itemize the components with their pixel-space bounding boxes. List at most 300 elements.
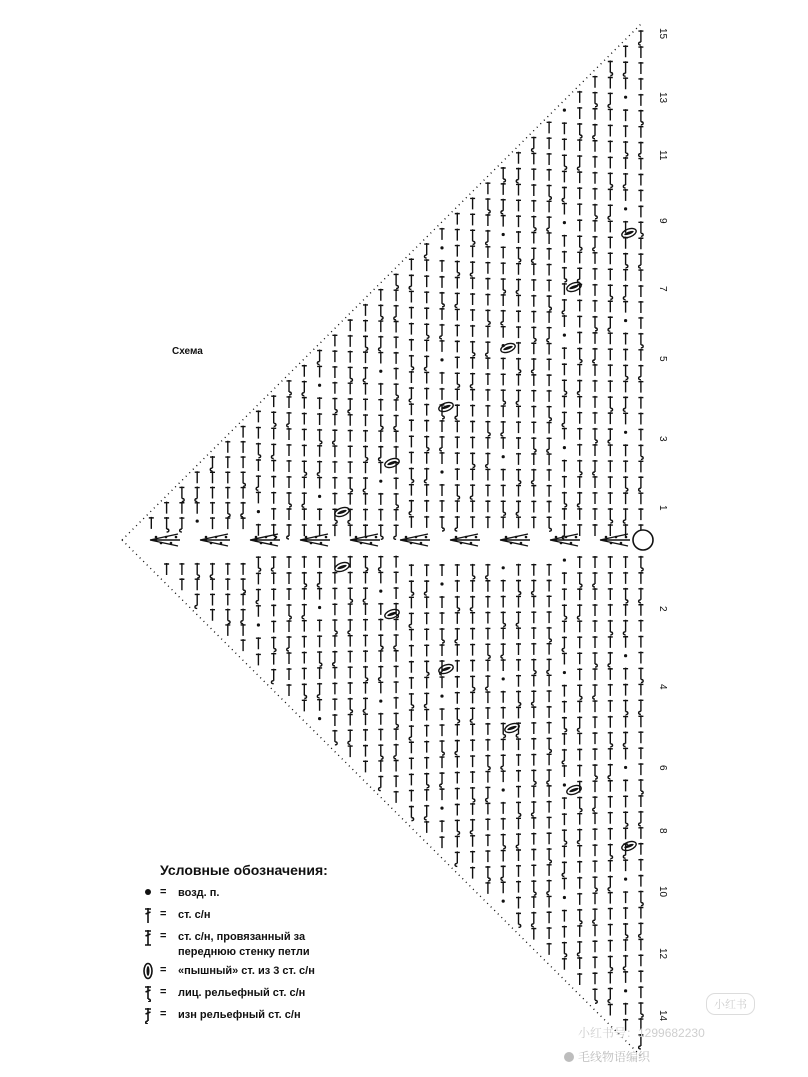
stitch-symbol	[562, 861, 567, 876]
stitch-symbol	[271, 620, 276, 632]
stitch-symbol	[378, 461, 383, 473]
stitch-symbol	[562, 203, 567, 215]
stitch-symbol	[179, 486, 184, 501]
stitch-symbol	[577, 973, 582, 985]
stitch-symbol	[608, 428, 613, 443]
stitch-symbol	[179, 578, 184, 590]
stitch-symbol	[332, 587, 337, 599]
stitch-symbol	[455, 404, 460, 419]
stitch-symbol	[638, 381, 643, 393]
stitch-symbol	[470, 213, 475, 225]
stitch-symbol	[531, 137, 536, 152]
stitch-symbol	[440, 596, 445, 608]
stitch-symbol	[623, 285, 628, 300]
stitch-symbol	[378, 681, 383, 693]
stitch-symbol	[317, 429, 322, 444]
stitch-symbol	[577, 139, 582, 151]
stitch-symbol	[287, 652, 292, 664]
stitch-symbol	[348, 698, 353, 713]
stitch-symbol	[455, 388, 460, 400]
stitch-symbol	[608, 844, 613, 859]
stitch-symbol	[363, 335, 368, 350]
stitch-symbol	[195, 593, 200, 608]
stitch-symbol	[440, 452, 445, 464]
stitch-symbol	[256, 459, 261, 471]
stitch-symbol	[378, 304, 383, 319]
stitch-symbol	[348, 635, 353, 647]
stitch-symbol	[455, 484, 460, 499]
puff-stitch-icon	[438, 401, 455, 414]
stitch-symbol	[225, 578, 230, 590]
stitch-symbol	[623, 668, 628, 680]
stitch-symbol	[608, 780, 613, 792]
stitch-symbol	[501, 516, 506, 528]
stitch-symbol	[547, 880, 552, 895]
stitch-symbol	[470, 723, 475, 735]
stitch-symbol	[409, 258, 414, 270]
stitch-symbol	[470, 468, 475, 480]
stitch-symbol	[394, 352, 399, 364]
stitch-symbol	[516, 183, 521, 195]
stitch-symbol	[623, 747, 628, 759]
stitch-symbol	[608, 92, 613, 107]
stitch-symbol	[593, 380, 598, 392]
stitch-symbol	[378, 383, 383, 395]
stitch-symbol	[623, 859, 628, 871]
stitch-symbol	[485, 294, 490, 306]
stitch-symbol	[470, 420, 475, 432]
stitch-symbol	[593, 700, 598, 712]
stitch-symbol	[317, 683, 322, 698]
stitch-symbol	[623, 907, 628, 919]
stitch-symbol	[638, 46, 643, 58]
stitch-symbol	[455, 819, 460, 834]
stitch-symbol	[317, 461, 322, 476]
stitch-symbol	[593, 572, 598, 587]
stitch-symbol	[287, 604, 292, 619]
stitch-symbol	[348, 382, 353, 394]
stitch-symbol	[501, 294, 506, 306]
stitch-symbol	[624, 766, 627, 769]
stitch-symbol	[638, 699, 643, 714]
stitch-symbol	[531, 184, 536, 196]
chat-bubble-icon	[564, 1052, 574, 1062]
stitch-symbol	[608, 556, 613, 568]
stitch-symbol	[363, 760, 368, 772]
stitch-symbol	[562, 813, 567, 825]
stitch-symbol	[577, 203, 582, 215]
stitch-symbol	[608, 348, 613, 360]
stitch-symbol	[424, 773, 429, 788]
stitch-symbol	[485, 850, 490, 862]
puff-stitch-icon	[438, 663, 455, 676]
stitch-symbol	[623, 77, 628, 89]
stitch-symbol	[593, 220, 598, 232]
stitch-symbol	[577, 620, 582, 632]
stitch-symbol	[531, 326, 536, 341]
stitch-symbol	[256, 572, 261, 584]
stitch-symbol	[485, 516, 490, 528]
stitch-symbol	[516, 691, 521, 706]
stitch-symbol	[501, 770, 506, 782]
stitch-symbol	[485, 612, 490, 624]
stitch-symbol	[638, 970, 643, 982]
stitch-symbol	[348, 445, 353, 457]
stitch-symbol	[593, 236, 598, 251]
stitch-symbol	[531, 358, 536, 373]
stitch-symbol	[424, 339, 429, 351]
stitch-symbol	[378, 556, 383, 571]
stitch-symbol	[424, 709, 429, 721]
stitch-symbol	[608, 588, 613, 600]
stitch-symbol	[287, 380, 292, 395]
stitch-symbol	[409, 435, 414, 447]
stitch-symbol	[363, 729, 368, 741]
stitch-symbol	[516, 580, 521, 595]
stitch-symbol	[409, 564, 414, 576]
stitch-symbol	[302, 397, 307, 409]
stitch-symbol	[562, 476, 567, 488]
stitch-symbol	[470, 309, 475, 321]
stitch-symbol	[577, 332, 582, 344]
chain-fan	[450, 534, 480, 546]
stitch-symbol	[577, 716, 582, 731]
stitch-symbol	[470, 325, 475, 337]
stitch-symbol	[470, 564, 475, 579]
row-number: 5	[657, 356, 668, 362]
stitch-symbol	[577, 765, 582, 777]
stitch-symbol	[577, 492, 582, 507]
stitch-symbol	[424, 725, 429, 737]
stitch-symbol	[470, 660, 475, 672]
stitch-symbol	[241, 593, 246, 605]
stitch-symbol	[225, 593, 230, 605]
stitch-symbol	[210, 609, 215, 621]
stitch-symbol	[562, 267, 567, 282]
stitch-symbol	[638, 62, 643, 74]
stitch-symbol	[302, 381, 307, 396]
stitch-symbol	[394, 759, 399, 771]
stitch-symbol	[608, 460, 613, 472]
stitch-symbol	[317, 445, 322, 457]
stitch-symbol	[593, 396, 598, 408]
stitch-symbol	[547, 279, 552, 291]
stitch-symbol	[363, 320, 368, 332]
stitch-symbol	[470, 612, 475, 624]
stitch-symbol	[470, 373, 475, 388]
stitch-symbol	[516, 485, 521, 497]
stitch-symbol	[638, 795, 643, 807]
stitch-symbol	[455, 644, 460, 656]
stitch-symbol	[317, 350, 322, 365]
stitch-symbol	[562, 620, 567, 632]
stitch-symbol	[455, 580, 460, 592]
stitch-symbol	[455, 468, 460, 480]
stitch-symbol	[562, 588, 567, 600]
stitch-symbol	[394, 289, 399, 301]
stitch-symbol	[317, 588, 322, 600]
stitch-symbol	[577, 652, 582, 664]
stitch-symbol	[470, 835, 475, 847]
stitch-symbol	[547, 848, 552, 863]
stitch-symbol	[608, 764, 613, 779]
stitch-symbol	[577, 267, 582, 282]
stitch-symbol	[623, 237, 628, 249]
stitch-symbol	[638, 875, 643, 887]
stitch-symbol	[409, 307, 414, 319]
stitch-symbol	[531, 738, 536, 750]
stitch-symbol	[179, 517, 184, 532]
stitch-symbol	[593, 204, 598, 219]
chain-fan	[150, 534, 180, 546]
stitch-symbol	[577, 700, 582, 712]
stitch-symbol	[409, 709, 414, 721]
stitch-symbol	[210, 578, 215, 590]
stitch-symbol	[562, 347, 567, 359]
stitch-symbol	[531, 469, 536, 484]
stitch-symbol	[624, 96, 627, 99]
stitch-symbol	[470, 197, 475, 209]
stitch-symbol	[470, 644, 475, 656]
stitch-symbol	[638, 747, 643, 759]
stitch-symbol	[378, 320, 383, 332]
stitch-symbol	[317, 651, 322, 666]
stitch-symbol	[608, 668, 613, 680]
stitch-symbol	[577, 476, 582, 488]
stitch-symbol	[563, 896, 566, 899]
stitch-symbol	[302, 508, 307, 520]
stitch-symbol	[577, 508, 582, 520]
stitch-symbol	[593, 636, 598, 648]
stitch-symbol	[271, 443, 276, 458]
stitch-symbol	[241, 456, 246, 468]
stitch-symbol	[516, 168, 521, 183]
stitch-symbol	[624, 431, 627, 434]
stitch-symbol	[531, 912, 536, 927]
stitch-symbol	[547, 216, 552, 231]
stitch-symbol	[317, 667, 322, 679]
stitch-symbol	[608, 108, 613, 120]
stitch-symbol	[485, 278, 490, 290]
stitch-symbol	[470, 867, 475, 879]
stitch-symbol	[608, 188, 613, 200]
front-post-dc-icon	[142, 984, 154, 1002]
stitch-symbol	[608, 684, 613, 696]
stitch-symbol	[485, 786, 490, 801]
stitch-symbol	[516, 215, 521, 227]
stitch-symbol	[257, 510, 260, 513]
row-number: 10	[657, 886, 668, 898]
stitch-symbol	[623, 923, 628, 938]
stitch-symbol	[210, 563, 215, 578]
stitch-symbol	[363, 682, 368, 694]
stitch-symbol	[501, 469, 506, 481]
stitch-symbol	[440, 228, 445, 240]
stitch-symbol	[593, 284, 598, 296]
stitch-symbol	[501, 421, 506, 436]
stitch-symbol	[501, 278, 506, 293]
stitch-symbol	[424, 805, 429, 820]
stitch-symbol	[547, 485, 552, 497]
puff-stitch-icon	[334, 561, 351, 574]
stitch-symbol	[485, 643, 490, 658]
stitch-symbol	[378, 446, 383, 461]
legend-item-front-post	[142, 984, 402, 1006]
stitch-symbol	[547, 832, 552, 844]
stitch-symbol	[424, 259, 429, 271]
stitch-symbol	[562, 251, 567, 263]
stitch-symbol	[363, 713, 368, 725]
stitch-symbol	[485, 500, 490, 512]
stitch-symbol	[440, 324, 445, 339]
stitch-symbol	[348, 587, 353, 602]
stitch-symbol	[225, 624, 230, 636]
stitch-symbol	[593, 108, 598, 120]
legend	[142, 862, 402, 1028]
stitch-symbol	[547, 422, 552, 434]
stitch-symbol	[608, 76, 613, 88]
stitch-symbol	[287, 572, 292, 584]
stitch-symbol	[562, 765, 567, 777]
stitch-symbol	[332, 572, 337, 584]
stitch-symbol	[455, 788, 460, 800]
stitch-symbol	[348, 745, 353, 757]
stitch-symbol	[485, 421, 490, 436]
stitch-symbol	[378, 728, 383, 740]
legend-label: изн рельефный ст. с/н	[178, 1009, 301, 1021]
stitch-symbol	[547, 185, 552, 200]
stitch-symbol	[638, 492, 643, 504]
stitch-symbol	[501, 357, 506, 369]
stitch-symbol	[638, 508, 643, 520]
stitch-symbol	[608, 860, 613, 872]
stitch-symbol	[470, 596, 475, 611]
stitch-symbol	[623, 109, 628, 121]
legend-equals: =	[160, 886, 167, 898]
stitch-symbol	[225, 517, 230, 529]
stitch-symbol	[348, 619, 353, 634]
stitch-symbol	[531, 406, 536, 418]
stitch-symbol	[608, 140, 613, 152]
stitch-symbol	[516, 516, 521, 528]
stitch-symbol	[302, 524, 307, 536]
stitch-symbol	[485, 468, 490, 480]
stitch-symbol	[516, 833, 521, 848]
stitch-symbol	[287, 684, 292, 696]
stitch-symbol	[547, 706, 552, 718]
stitch-symbol	[348, 524, 353, 536]
stitch-symbol	[638, 843, 643, 855]
stitch-symbol	[547, 643, 552, 655]
stitch-symbol	[455, 708, 460, 723]
stitch-symbol	[608, 380, 613, 392]
stitch-symbol	[455, 835, 460, 847]
legend-item-front-loop	[142, 928, 402, 962]
stitch-symbol	[348, 461, 353, 473]
stitch-symbol	[608, 636, 613, 648]
stitch-symbol	[516, 294, 521, 306]
stitch-symbol	[531, 864, 536, 876]
stitch-symbol	[332, 334, 337, 346]
stitch-symbol	[562, 701, 567, 713]
legend-label: ст. с/н, провязанный за переднюю стенку петли	[178, 931, 310, 958]
stitch-symbol	[577, 123, 582, 138]
stitch-symbol	[638, 253, 643, 268]
stitch-symbol	[317, 477, 322, 489]
stitch-symbol	[623, 45, 628, 57]
stitch-symbol	[501, 405, 506, 417]
stitch-symbol	[363, 446, 368, 461]
stitch-symbol	[455, 245, 460, 257]
stitch-symbol	[440, 740, 445, 755]
stitch-symbol	[638, 986, 643, 998]
stitch-symbol	[547, 801, 552, 813]
stitch-symbol	[424, 660, 429, 675]
stitch-symbol	[271, 556, 276, 571]
stitch-symbol	[531, 216, 536, 231]
stitch-symbol	[638, 779, 643, 794]
stitch-symbol	[547, 895, 552, 907]
stitch-symbol	[409, 355, 414, 370]
stitch-symbol	[623, 572, 628, 584]
stitch-symbol	[302, 413, 307, 425]
legend-equals: =	[160, 930, 167, 942]
stitch-symbol	[531, 453, 536, 465]
stitch-symbol	[593, 876, 598, 891]
stitch-symbol	[638, 954, 643, 966]
stitch-symbol	[287, 524, 292, 539]
stitch-symbol	[593, 796, 598, 811]
stitch-symbol	[394, 493, 399, 508]
stitch-symbol	[378, 509, 383, 521]
stitch-symbol	[562, 122, 567, 134]
stitch-symbol	[394, 587, 399, 599]
stitch-symbol	[516, 374, 521, 386]
stitch-symbol	[195, 471, 200, 483]
legend-item-dc	[142, 906, 402, 928]
stitch-symbol	[378, 619, 383, 631]
stitch-symbol	[593, 652, 598, 667]
stitch-symbol	[501, 500, 506, 515]
stitch-symbol	[531, 928, 536, 940]
stitch-symbol	[516, 421, 521, 433]
stitch-symbol	[348, 493, 353, 505]
stitch-symbol	[440, 500, 445, 512]
stitch-symbol	[348, 603, 353, 615]
stitch-symbol	[302, 476, 307, 488]
stitch-symbol	[256, 524, 261, 536]
stitch-symbol	[394, 728, 399, 740]
stitch-symbol	[638, 811, 643, 826]
stitch-symbol	[455, 340, 460, 352]
stitch-symbol	[332, 461, 337, 473]
stitch-symbol	[394, 430, 399, 442]
stitch-symbol	[363, 351, 368, 363]
stitch-symbol	[547, 200, 552, 212]
row-number: 1	[657, 505, 668, 511]
stitch-symbol	[409, 451, 414, 463]
stitch-symbol	[241, 502, 246, 517]
stitch-symbol	[623, 412, 628, 424]
magic-ring-icon	[633, 530, 653, 550]
stitch-symbol	[562, 395, 567, 407]
stitch-symbol	[547, 690, 552, 702]
stitch-symbol	[302, 588, 307, 600]
stitch-symbol	[241, 517, 246, 529]
stitch-symbol	[593, 92, 598, 107]
stitch-symbol	[531, 263, 536, 275]
stitch-symbol	[577, 813, 582, 825]
